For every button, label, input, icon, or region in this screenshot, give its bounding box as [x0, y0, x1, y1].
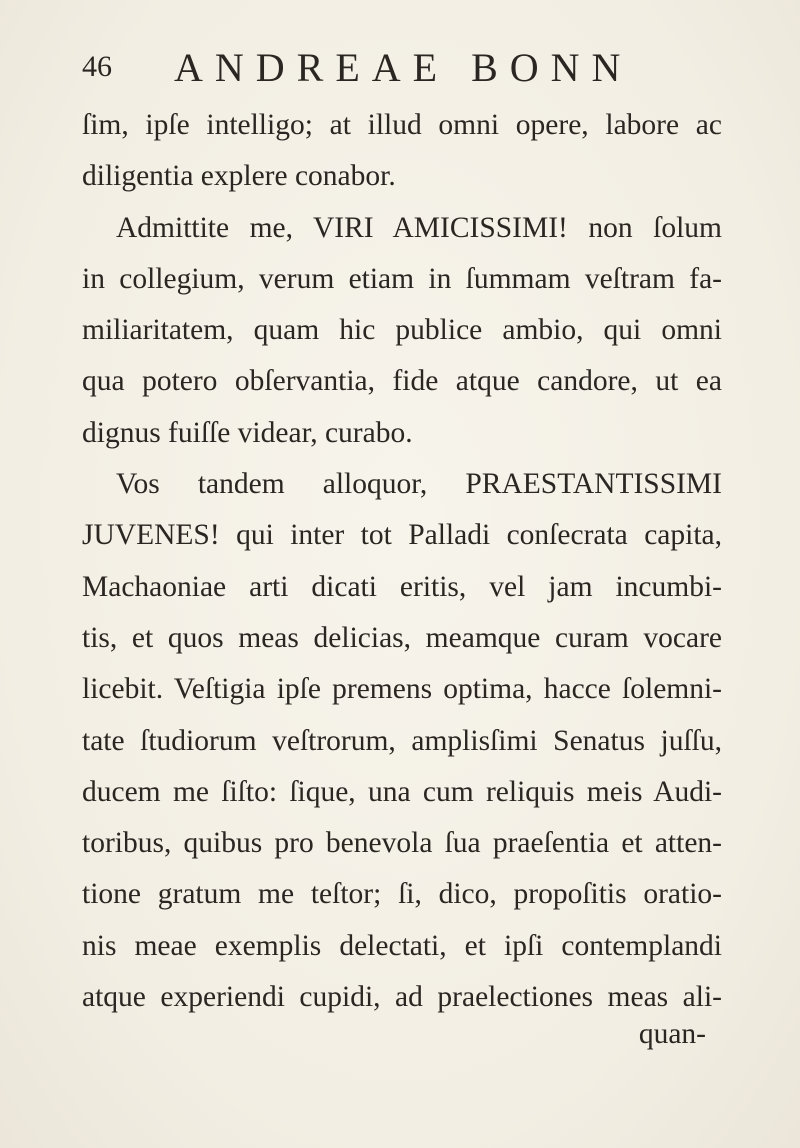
- text-line: qua potero obſervantia, fide atque candore, ut ea: [82, 365, 722, 398]
- text-line: toribus, quibus pro benevola ſua praeſentia et atten-: [82, 827, 722, 860]
- page-number: 46: [82, 50, 112, 83]
- text-line: Machaoniae arti dicati eritis, vel jam incumbi-: [82, 570, 722, 603]
- text-line: tis, et quos meas delicias, meamque curam vocare: [82, 621, 722, 654]
- catchword: quan-: [638, 1018, 706, 1050]
- text-line: diligentia explere conabor.: [82, 160, 396, 193]
- page-header: [82, 44, 722, 94]
- text-line: miliaritatem, quam hic publice ambio, qui omni: [82, 314, 722, 347]
- text-line: dignus fuiſſe videar, curabo.: [82, 416, 413, 449]
- text-line: atque experiendi cupidi, ad praelectiones meas ali-: [82, 981, 722, 1014]
- text-line: tate ſtudiorum veſtrorum, amplisſimi Senatus juſſu,: [82, 724, 722, 757]
- text-line: licebit. Veſtigia ipſe premens optima, hacce ſolemni-: [82, 673, 722, 706]
- body-text: [82, 100, 722, 1023]
- text-line: JUVENES! qui inter tot Palladi conſecrata capita,: [82, 519, 722, 552]
- text-line: ſim, ipſe intelligo; at illud omni opere, labore ac: [82, 109, 722, 141]
- text-line: tione gratum me teſtor; ſi, dico, propoſitis oratio-: [82, 878, 722, 911]
- text-line: Vos tandem alloquor, PRAESTANTISSIMI: [116, 468, 722, 501]
- text-line: ducem me ſiſto: ſique, una cum reliquis meis Audi-: [82, 775, 722, 808]
- text-line: in collegium, verum etiam in ſummam veſtram fa-: [82, 262, 722, 295]
- text-line: Admittite me, VIRI AMICISSIMI! non ſolum: [116, 211, 722, 244]
- running-head: ANDREAE BONN: [174, 45, 633, 90]
- text-line: nis meae exemplis delectati, et ipſi contemplandi: [82, 929, 722, 962]
